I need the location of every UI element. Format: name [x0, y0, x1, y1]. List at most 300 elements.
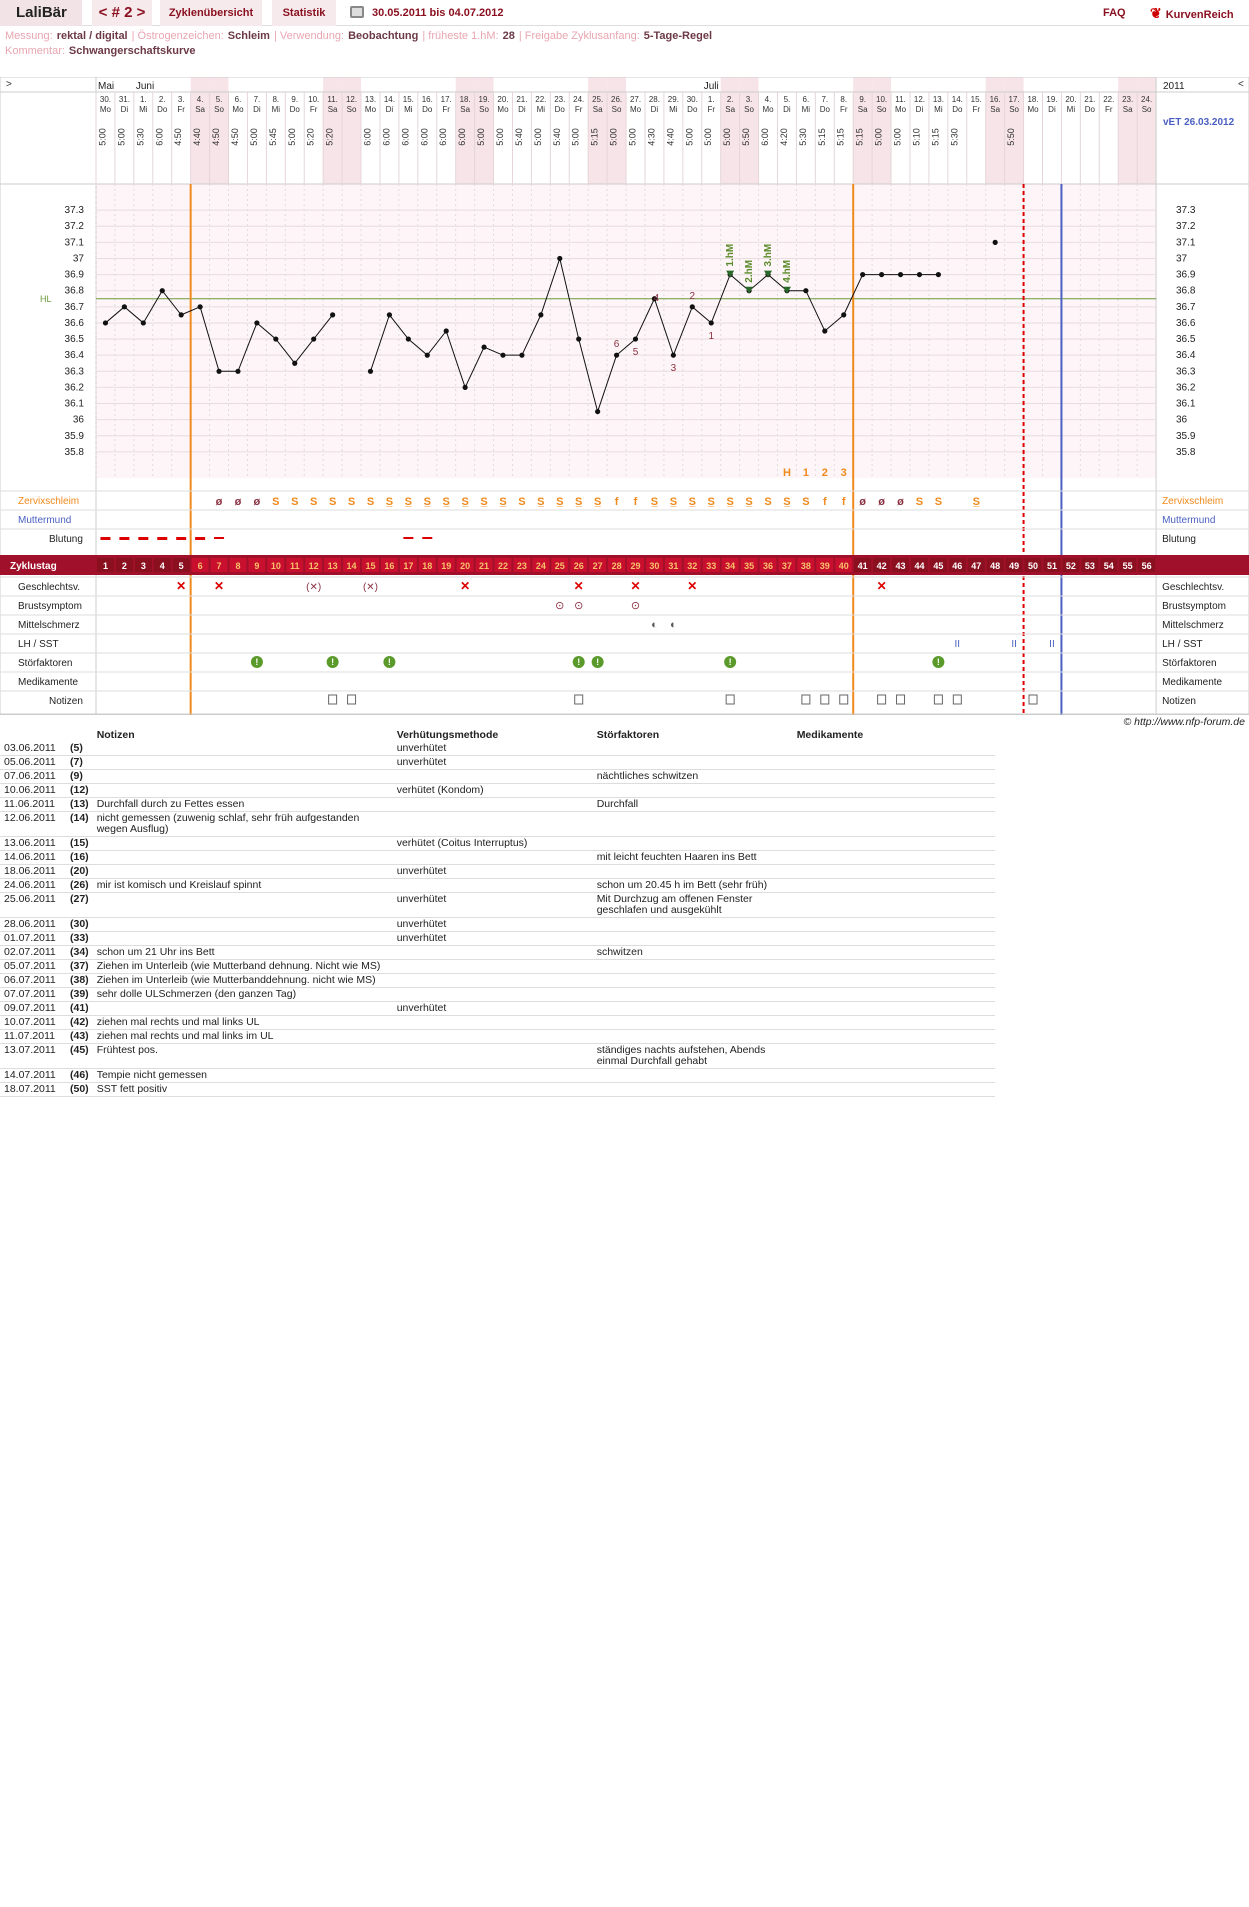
measure-time: 5:00 [97, 128, 108, 146]
measure-time: 4:40 [192, 128, 203, 146]
hm-label: 1.hM [725, 243, 737, 267]
table-row [0, 851, 995, 865]
table-row [0, 812, 995, 837]
cell-stoer [593, 742, 793, 756]
chart-nav-left[interactable]: > [6, 79, 12, 90]
bleeding-mark [100, 537, 110, 540]
day-weekday: So [479, 105, 489, 114]
temperature-point [198, 304, 203, 309]
day-weekday: Sa [592, 105, 603, 114]
day-date: 12. [345, 95, 358, 104]
day-date: 24. [573, 95, 585, 104]
cell-date: 05.07.2011 [0, 960, 66, 974]
temperature-point [216, 369, 221, 374]
cycle-day-number: 44 [914, 561, 925, 571]
cell-stoer [593, 960, 793, 974]
cell-stoer [593, 1069, 793, 1083]
temperature-point [519, 353, 524, 358]
day-date: 14. [383, 95, 395, 104]
day-date: 8. [272, 95, 280, 104]
cycle-day-number: 41 [857, 561, 868, 571]
day-weekday: Di [915, 105, 924, 114]
cell-medikamente [793, 918, 995, 932]
day-date: 14. [951, 95, 963, 104]
cervical-mucus-mark: S̲ [972, 496, 980, 508]
measure-time: 5:20 [324, 128, 335, 146]
day-date: 9. [291, 95, 299, 104]
row-label-right-medi: Medikamente [1162, 677, 1223, 688]
col-verhuetung: Verhütungsmethode [396, 729, 499, 741]
cell-verh [393, 946, 593, 960]
temperature-point [406, 336, 411, 341]
cycle-day-number: 46 [952, 561, 963, 571]
intercourse-protected-icon: (✕) [362, 582, 379, 593]
day-weekday: Mi [801, 105, 811, 114]
y-tick-left: 37.1 [64, 237, 84, 249]
temperature-point [803, 288, 808, 293]
col-stoerfaktoren: Störfaktoren [596, 729, 660, 741]
comment-label: Kommentar: [5, 45, 65, 57]
cell-verh [393, 1069, 593, 1083]
day-weekday: Fr [574, 105, 583, 114]
disturbance-icon-mark: ! [728, 657, 732, 667]
measure-time: 4:20 [778, 128, 789, 146]
cell-stoer: mit leicht feuchten Haaren ins Bett [593, 851, 793, 865]
day-weekday: Di [783, 105, 791, 114]
day-weekday: Do [422, 105, 433, 114]
cell-note: schon um 21 Uhr ins Bett [93, 946, 393, 960]
cell-date: 01.07.2011 [0, 932, 66, 946]
table-row [0, 1002, 995, 1016]
y-tick-right: 36.8 [1176, 285, 1196, 297]
mittelschmerz-icon: ◐ [651, 619, 658, 631]
disturbance-icon-mark: ! [255, 657, 259, 667]
intercourse-icon: ✕ [176, 579, 187, 593]
cell-day: (9) [66, 770, 93, 784]
day-date: 29. [667, 95, 679, 104]
cervical-mucus-mark: S [291, 496, 299, 508]
hm-label: 3.hM [763, 243, 775, 267]
y-tick-right: 36.9 [1176, 269, 1196, 281]
day-weekday: Fr [972, 105, 981, 114]
cell-stoer: Durchfall [593, 798, 793, 812]
breast-symptom-icon: ⊙ [574, 600, 584, 612]
cell-stoer: schon um 20.45 h im Bett (sehr früh) [593, 879, 793, 893]
table-row [0, 1030, 995, 1044]
comment-value: Schwangerschaftskurve [68, 45, 196, 57]
table-row [0, 960, 995, 974]
cell-verh [393, 1016, 593, 1030]
day-weekday: Do [952, 105, 963, 114]
cell-note [93, 784, 393, 798]
day-weekday: Do [819, 105, 830, 114]
day-date: 23. [554, 95, 566, 104]
day-weekday: Mi [1066, 105, 1076, 114]
table-row [0, 1083, 995, 1097]
temperature-point [822, 328, 827, 333]
cervical-mucus-mark: f [841, 496, 846, 508]
day-weekday: So [876, 105, 887, 114]
lh-test-icon: II [1011, 639, 1017, 650]
cervical-mucus-mark: S̲ [783, 496, 791, 508]
temperature-point [103, 320, 108, 325]
peak-label: 2 [821, 467, 828, 479]
day-date: 1. [707, 95, 715, 104]
cervical-mucus-mark: S̲ [404, 496, 413, 508]
cell-day: (39) [66, 988, 93, 1002]
row-label-right-lh: LH / SST [1162, 639, 1203, 650]
notes-spacer [0, 728, 93, 742]
day-weekday: Do [687, 105, 698, 114]
y-tick-left: 36.3 [64, 366, 84, 378]
day-weekday: Mo [1027, 105, 1039, 114]
cell-medikamente [793, 932, 995, 946]
cycle-day-number: 4 [159, 561, 165, 571]
cell-verh [393, 770, 593, 784]
row-label-lh: LH / SST [18, 639, 59, 650]
cell-note [93, 756, 393, 770]
day-date: 4. [764, 95, 772, 104]
cycle-day-number: 16 [384, 561, 395, 571]
cell-medikamente [793, 742, 995, 756]
day-date: 20. [1065, 95, 1077, 104]
setting-label: früheste 1.hM: [428, 30, 499, 42]
chart-nav-right[interactable]: < [1238, 79, 1244, 90]
note-icon [840, 695, 848, 704]
y-tick-left: 37.2 [64, 221, 84, 233]
measure-time: 5:00 [476, 128, 487, 146]
cycle-day-number: 43 [895, 561, 906, 571]
measure-time: 4:40 [665, 128, 676, 146]
y-tick-right: 36.7 [1176, 301, 1196, 313]
cycle-day-number: 32 [687, 561, 698, 571]
cell-date: 25.06.2011 [0, 893, 66, 918]
measure-time: 5:00 [570, 128, 581, 146]
measure-time: 5:10 [911, 128, 922, 146]
cell-stoer [593, 865, 793, 879]
day-date: 19. [1046, 95, 1058, 104]
cell-medikamente [793, 812, 995, 837]
temperature-point [557, 256, 562, 261]
row-label-mittelschmerz: Mittelschmerz [18, 620, 80, 631]
weekend-shade [342, 77, 361, 184]
bleeding-mark [119, 537, 129, 540]
cycle-day-number: 15 [365, 561, 376, 571]
day-weekday: Mo [762, 105, 774, 114]
cell-verh: verhütet (Coitus Interruptus) [393, 837, 593, 851]
measure-time: 6:00 [362, 128, 373, 146]
row-label-right-mittelschmerz: Mittelschmerz [1162, 620, 1224, 631]
cell-stoer [593, 1083, 793, 1097]
cycle-day-number: 9 [254, 561, 260, 571]
cell-medikamente [793, 1083, 995, 1097]
day-date: 10. [876, 95, 888, 104]
note-icon [821, 695, 829, 704]
cycle-day-number: 31 [668, 561, 679, 571]
cycle-day-number: 42 [876, 561, 887, 571]
cell-day: (15) [66, 837, 93, 851]
y-tick-left: 36.4 [64, 350, 84, 362]
table-row [0, 918, 995, 932]
day-date: 3. [745, 95, 753, 104]
measure-time: 5:00 [892, 128, 903, 146]
day-weekday: So [1009, 105, 1020, 114]
note-icon [329, 695, 337, 704]
cycle-chart [0, 77, 1249, 715]
cycle-day-number: 48 [990, 561, 1001, 571]
cycle-day-label: Zyklustag [10, 561, 57, 572]
cycle-day-number: 36 [763, 561, 774, 571]
heart-icon: ❦ [1150, 5, 1162, 21]
cycle-day-number: 27 [592, 561, 603, 571]
cervical-mucus-mark: S [915, 496, 924, 508]
cycle-day-number: 55 [1122, 561, 1133, 571]
cell-stoer [593, 837, 793, 851]
cell-day: (30) [66, 918, 93, 932]
table-row [0, 756, 995, 770]
row-label-right-brust: Brustsymptom [1162, 601, 1226, 612]
day-date: 30. [686, 95, 698, 104]
row-label-right-zervix: Zervixschleim [1162, 496, 1224, 507]
disturbance-icon-mark: ! [936, 657, 940, 667]
cell-date: 12.06.2011 [0, 812, 66, 837]
cell-day: (37) [66, 960, 93, 974]
y-tick-right: 35.8 [1176, 446, 1196, 458]
day-date: 2. [726, 95, 734, 104]
row-label-right-geschlechtsv: Geschlechtsv. [1162, 582, 1225, 593]
breast-symptom-icon: ⊙ [555, 600, 565, 612]
cell-note: Durchfall durch zu Fettes essen [93, 798, 393, 812]
cell-note: ziehen mal rechts und mal links im UL [93, 1030, 393, 1044]
measure-time: 5:00 [286, 128, 297, 146]
y-tick-right: 36.3 [1176, 366, 1196, 378]
day-weekday: Do [554, 105, 565, 114]
cervical-mucus-mark: S̲ [461, 496, 469, 508]
cell-day: (38) [66, 974, 93, 988]
temperature-point [538, 312, 543, 317]
cell-note: SST fett positiv [93, 1083, 393, 1097]
cell-stoer [593, 1002, 793, 1016]
spotting-mark [422, 537, 432, 539]
day-weekday: Sa [857, 105, 868, 114]
day-date: 9. [859, 95, 867, 104]
table-row [0, 784, 995, 798]
day-weekday: Do [1084, 105, 1095, 114]
cycle-day-number: 7 [216, 561, 222, 571]
cell-verh [393, 1030, 593, 1044]
cell-note: Ziehen im Unterleib (wie Mutterbanddehnung. nicht wie MS) [93, 974, 393, 988]
temperature-point [122, 304, 127, 309]
y-tick-right: 35.9 [1176, 430, 1196, 442]
faq-link[interactable]: FAQ [1103, 7, 1126, 19]
cell-medikamente [793, 851, 995, 865]
day-weekday: Mi [404, 105, 413, 114]
y-tick-left: 35.9 [64, 430, 84, 442]
note-icon [897, 695, 905, 704]
day-date: 15. [402, 95, 414, 104]
measure-time: 5:15 [816, 128, 827, 146]
tab-zyklenuebersicht[interactable]: Zyklenübersicht [160, 0, 262, 26]
row-label-zervix: Zervixschleim [18, 496, 80, 507]
cycle-navigator[interactable]: < # 2 > [92, 0, 152, 26]
day-date: 22. [535, 95, 547, 104]
measure-time: 5:40 [513, 128, 524, 146]
cervical-mucus-mark: S̲ [385, 496, 394, 508]
intercourse-icon: ✕ [460, 579, 471, 593]
row-label-stoer: Störfaktoren [18, 658, 73, 669]
cell-note: nicht gemessen (zuwenig schlaf, sehr früh aufgestanden wegen Ausflug) [93, 812, 393, 837]
y-tick-right: 37 [1176, 253, 1188, 265]
low-label: 5 [632, 347, 639, 359]
row-label-muttermund: Muttermund [18, 515, 72, 526]
cell-day: (27) [66, 893, 93, 918]
temperature-point [444, 328, 449, 333]
day-date: 6. [802, 95, 810, 104]
cell-verh [393, 798, 593, 812]
note-icon [802, 695, 810, 704]
cell-day: (46) [66, 1069, 93, 1083]
cell-date: 18.06.2011 [0, 865, 66, 879]
print-icon[interactable] [350, 6, 364, 18]
cell-day: (45) [66, 1044, 93, 1069]
tab-statistik[interactable]: Statistik [272, 0, 336, 26]
cell-medikamente [793, 988, 995, 1002]
measure-time: 5:45 [267, 128, 278, 146]
date-range: 30.05.2011 bis 04.07.2012 [372, 7, 504, 19]
cell-medikamente [793, 865, 995, 879]
y-tick-left: 37.3 [64, 205, 84, 217]
cell-day: (34) [66, 946, 93, 960]
measure-time: 5:00 [248, 128, 259, 146]
cell-medikamente [793, 1030, 995, 1044]
temperature-point [993, 240, 998, 245]
day-date: 4. [196, 95, 204, 104]
cell-day: (20) [66, 865, 93, 879]
day-weekday: Do [157, 105, 168, 114]
day-weekday: Fr [177, 105, 185, 114]
cell-day: (13) [66, 798, 93, 812]
cell-verh [393, 812, 593, 837]
day-date: 21. [516, 95, 528, 104]
temperature-point [368, 369, 373, 374]
cycle-day-number: 18 [422, 561, 433, 571]
cell-date: 03.06.2011 [0, 742, 66, 756]
day-date: 24. [1141, 95, 1153, 104]
day-date: 13. [932, 95, 944, 104]
cell-date: 24.06.2011 [0, 879, 66, 893]
cycle-day-number: 24 [535, 561, 546, 571]
day-weekday: Mi [536, 105, 546, 114]
cycle-day-number: 56 [1141, 561, 1152, 571]
cycle-day-number: 33 [706, 561, 717, 571]
cell-verh [393, 1083, 593, 1097]
cell-verh: unverhütet [393, 918, 593, 932]
y-tick-right: 36.2 [1176, 382, 1196, 394]
day-date: 23. [1122, 95, 1134, 104]
cervical-mucus-mark: S̲ [537, 496, 545, 508]
temperature-point [292, 361, 297, 366]
cell-note [93, 851, 393, 865]
lh-test-icon: II [954, 639, 961, 650]
cervical-mucus-mark: ø [878, 496, 885, 508]
y-tick-right: 36.5 [1176, 334, 1196, 346]
day-weekday: Mo [99, 105, 112, 114]
temperature-point [841, 312, 846, 317]
cell-medikamente [793, 893, 995, 918]
cell-date: 14.07.2011 [0, 1069, 66, 1083]
cervical-mucus-mark: S [802, 496, 810, 508]
day-date: 17. [440, 95, 452, 104]
cycle-day-number: 12 [308, 561, 319, 571]
cell-stoer: schwitzen [593, 946, 793, 960]
cervical-mucus-mark: S̲ [480, 496, 488, 508]
measure-time: 5:15 [854, 128, 865, 146]
cycle-day-number: 10 [270, 561, 281, 571]
day-date: 16. [989, 95, 1001, 104]
cycle-day-number: 1 [102, 561, 108, 571]
cell-stoer [593, 1030, 793, 1044]
peak-label: 3 [840, 467, 847, 479]
day-weekday: Mo [364, 105, 377, 114]
cell-stoer [593, 812, 793, 837]
cervical-mucus-mark: S̲ [669, 496, 678, 508]
day-weekday: Fr [707, 105, 716, 114]
cell-medikamente [793, 1002, 995, 1016]
cycle-day-number: 26 [573, 561, 584, 571]
day-weekday: Mo [894, 105, 907, 114]
day-weekday: Fr [309, 105, 318, 114]
cycle-day-number: 39 [819, 561, 830, 571]
measure-time: 5:00 [627, 128, 638, 146]
cervical-mucus-mark: S [764, 496, 772, 508]
y-tick-left: 36.7 [64, 301, 84, 313]
day-date: 5. [215, 95, 223, 104]
temperature-point [481, 345, 486, 350]
note-icon [575, 695, 583, 704]
y-tick-right: 37.2 [1176, 221, 1196, 233]
day-weekday: Di [518, 105, 526, 114]
top-bar [0, 0, 1249, 26]
cycle-day-number: 13 [327, 561, 338, 571]
cell-medikamente [793, 784, 995, 798]
measure-time: 6:00 [154, 128, 165, 146]
table-row [0, 798, 995, 812]
measure-time: 5:00 [494, 128, 505, 146]
logo[interactable] [1150, 0, 1247, 26]
cervical-mucus-mark: S [272, 496, 280, 508]
cervical-mucus-mark: S̲ [688, 496, 696, 508]
hm-label: 2.hM [744, 259, 756, 283]
cell-date: 13.06.2011 [0, 837, 66, 851]
temperature-point [463, 385, 468, 390]
temperature-point [690, 304, 695, 309]
row-label-brust: Brustsymptom [18, 601, 82, 612]
measure-time: 6:00 [760, 128, 771, 146]
y-tick-left: 36.5 [64, 334, 84, 346]
cervical-mucus-mark: S̲ [707, 496, 715, 508]
cell-note [93, 893, 393, 918]
measure-time: 4:50 [173, 128, 184, 146]
day-date: 26. [611, 95, 623, 104]
row-label-right-stoer: Störfaktoren [1162, 658, 1217, 669]
day-date: 11. [895, 95, 906, 104]
measure-time: 6:00 [400, 128, 411, 146]
table-row [0, 946, 995, 960]
y-tick-left: 36.1 [64, 398, 84, 410]
day-weekday: Sa [460, 105, 471, 114]
cell-verh: unverhütet [393, 893, 593, 918]
vet-date: vET 26.03.2012 [1163, 117, 1235, 128]
